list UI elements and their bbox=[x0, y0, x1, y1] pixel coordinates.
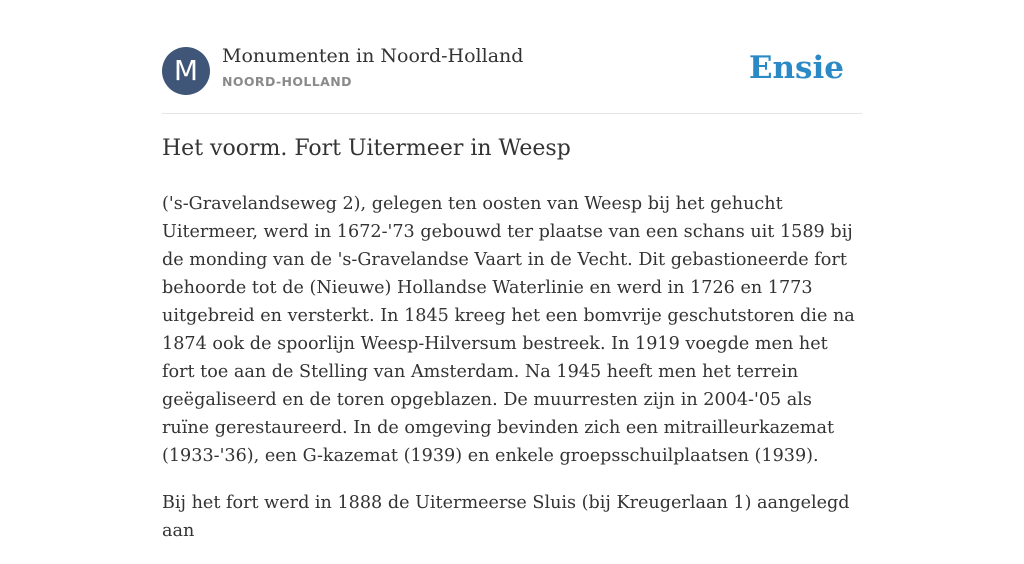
source-title-link[interactable]: Monumenten in Noord-Holland bbox=[222, 45, 524, 67]
article-paragraph: ('s-Gravelandseweg 2), gelegen ten oosten van Weesp bij het gehucht Uitermeer, werd in 1672-'73 gebouwd ter plaatse van een schans uit 1589 bij de monding van de 's-Gravelandse Vaart in de Vecht. Dit gebastioneerde fort behoorde tot de (Nieuwe) Hollandse Waterlinie en werd in 1726 en 1773 uitgebreid en versterkt. In 1845 kreeg het een bomvrije geschutstoren die na 1874 ook de spoorlijn Weesp-Hilversum bestreek. In 1919 voegde men het fort toe aan de Stelling van Amsterdam. Na 1945 heeft men het terrein geëgaliseerd en de toren opgeblazen. De muurresten zijn in 2004-'05 als ruïne gerestaureerd. In de omgeving bevinden zich een mitrailleurkazemat (1933-'36), een G-kazemat (1939) en enkele groepsschuilplaatsen (1939). bbox=[162, 194, 855, 466]
source-avatar[interactable]: M bbox=[162, 47, 210, 95]
source-subtitle-link[interactable]: NOORD-HOLLAND bbox=[222, 74, 352, 89]
article-paragraph: Bij het fort werd in 1888 de Uitermeerse Sluis (bij Kreugerlaan 1) aangelegd aan bbox=[162, 493, 850, 541]
brand-logo-link[interactable]: Ensie bbox=[748, 50, 844, 86]
article-body bbox=[162, 190, 862, 564]
source-header bbox=[162, 0, 862, 114]
article-title: Het voorm. Fort Uitermeer in Weesp bbox=[162, 136, 571, 161]
page bbox=[162, 0, 862, 541]
